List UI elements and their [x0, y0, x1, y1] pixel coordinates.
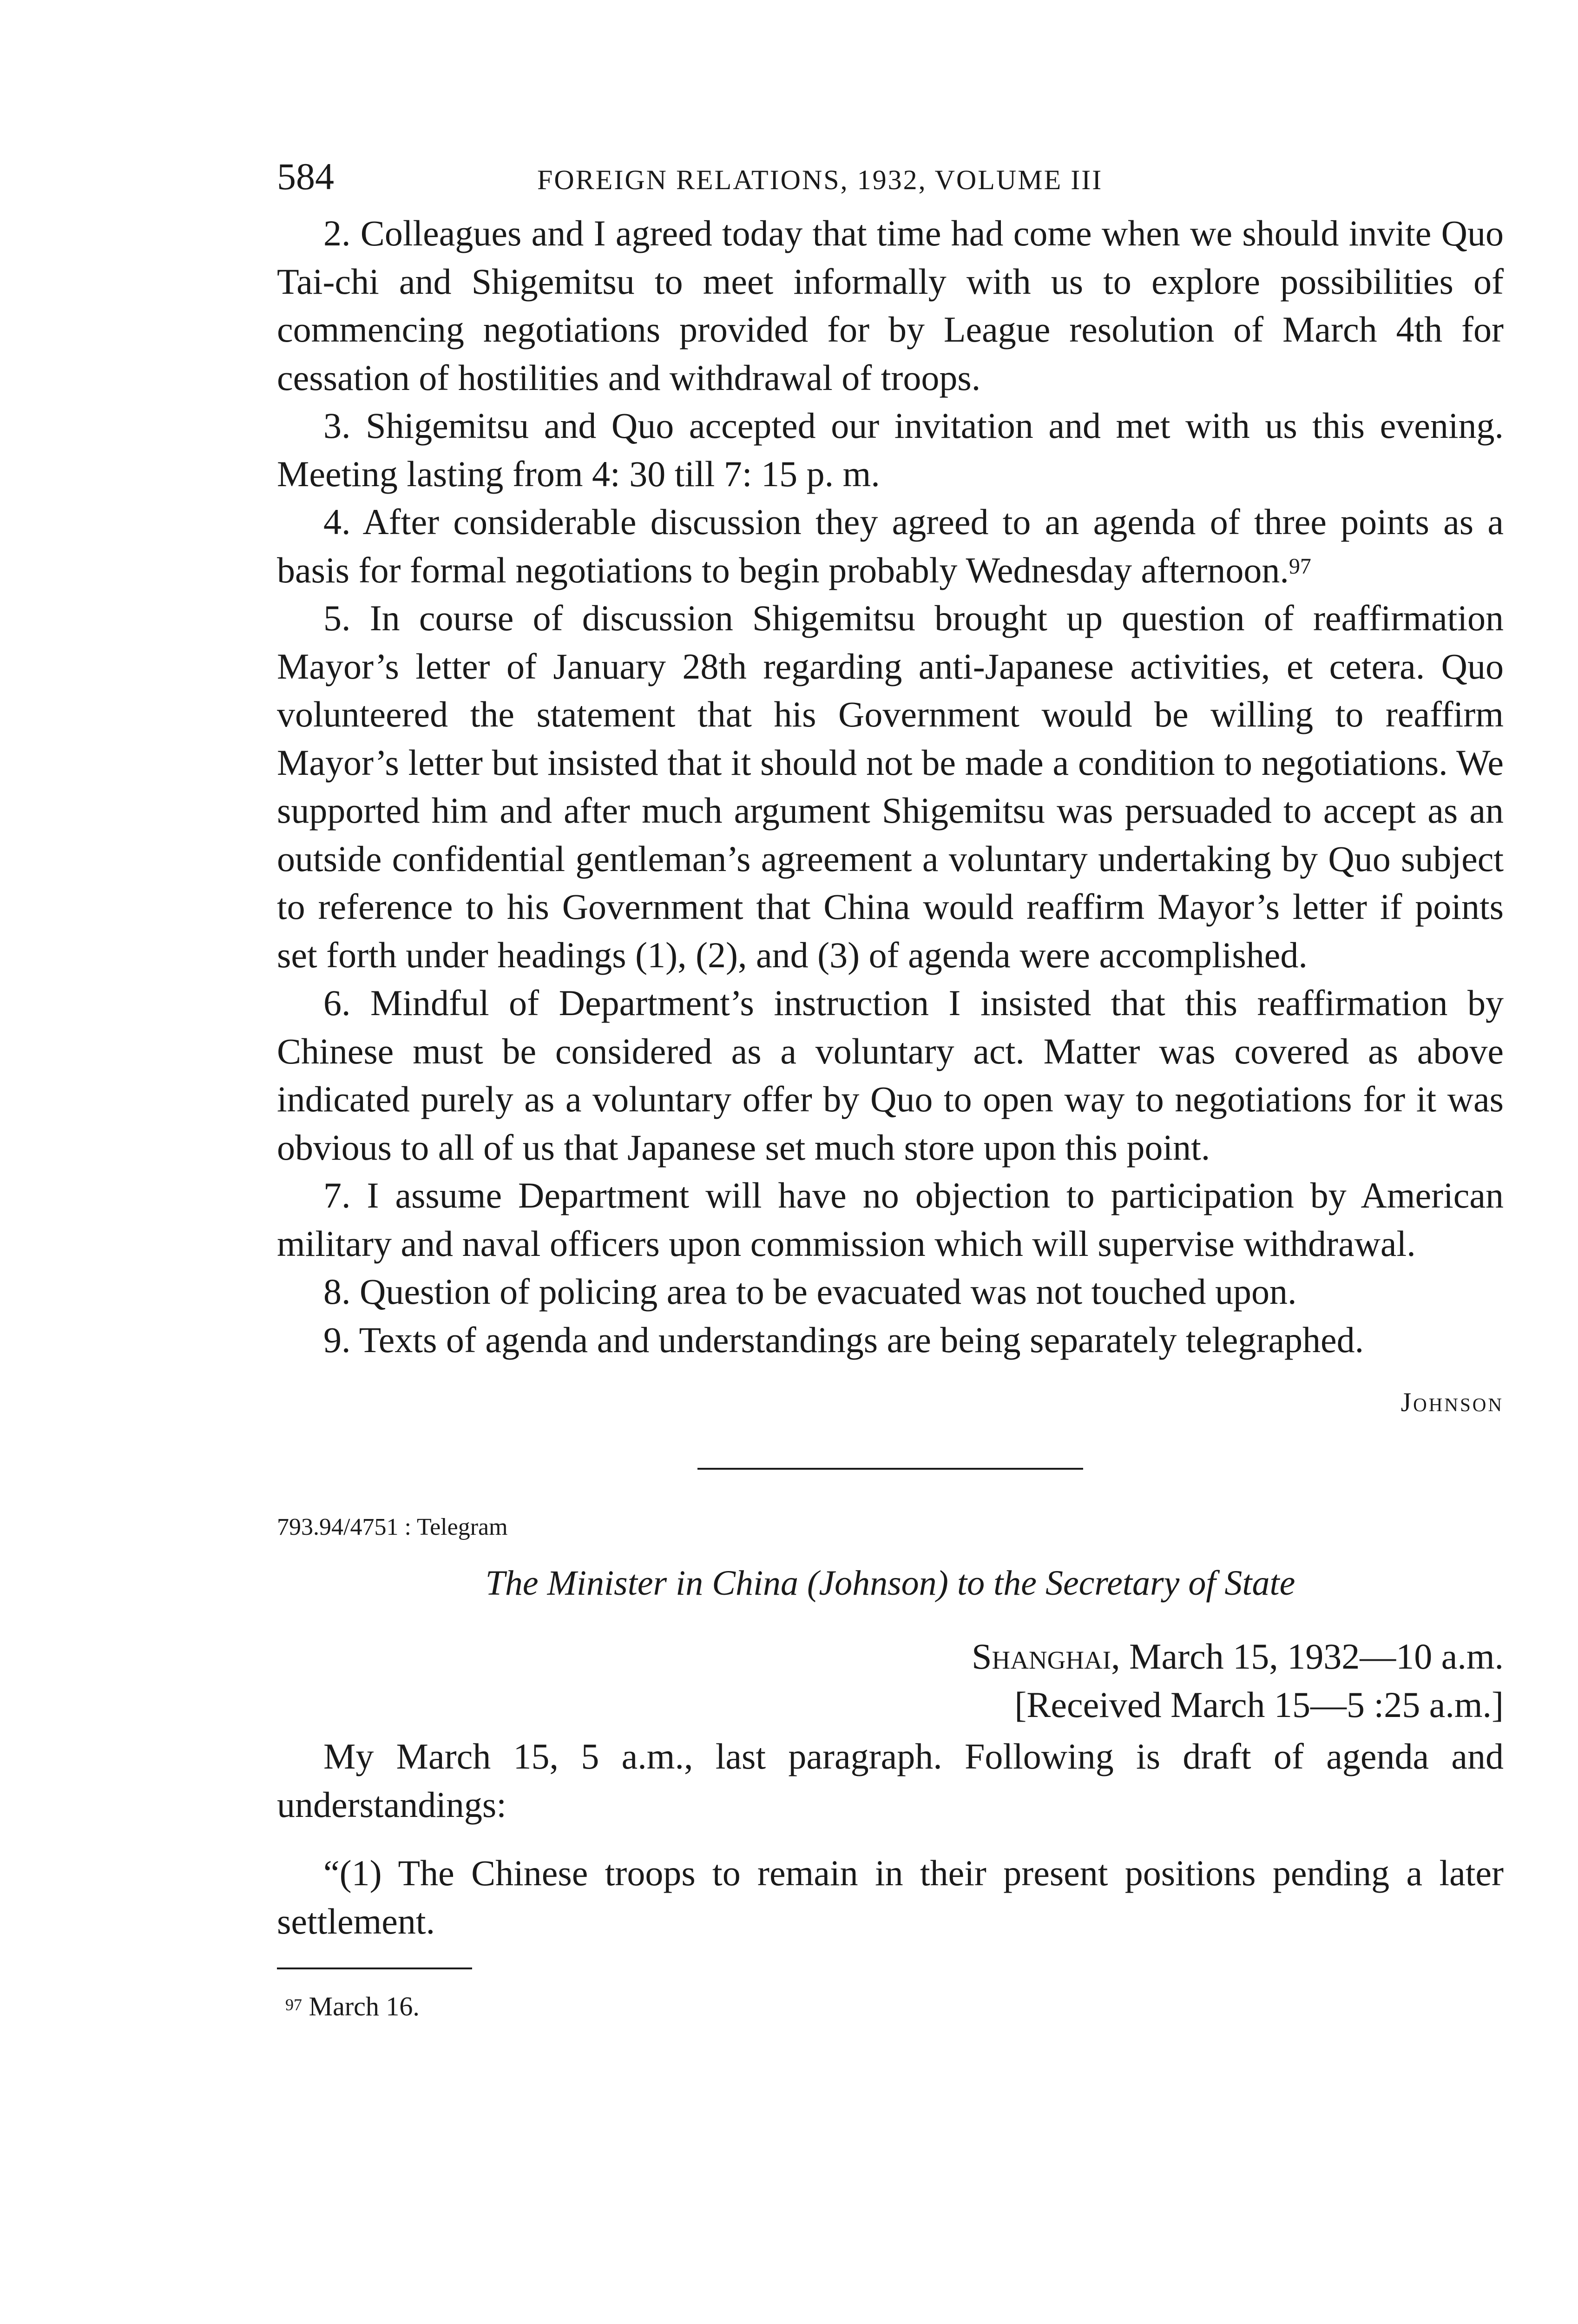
- footnote-rule: [277, 1967, 472, 1969]
- section-divider: [697, 1468, 1083, 1470]
- telegram2-intro: [277, 1732, 1504, 1829]
- file-reference: 793.94/4751 : Telegram: [277, 1514, 508, 1540]
- paragraph-2: 2. Colleagues and I agreed today that time had come when we should invite Quo Tai-chi and Shigemitsu to meet informally with us to explore possibilities of commencing negotiations provided for by League resolution of March 4th for cessation of hostilities and withdrawal of troops.: [277, 213, 1504, 398]
- paragraph-4: [277, 498, 1504, 594]
- dateline-place: Shanghai: [972, 1636, 1111, 1677]
- agenda-item-1: “(1) The Chinese troops to remain in their present positions pending a later settlement.: [277, 1853, 1504, 1941]
- dateline: [277, 1632, 1504, 1729]
- footnote: [277, 1988, 1504, 2025]
- footnote-text: March 16.: [309, 1991, 420, 2021]
- telegram-body: [277, 209, 1504, 1364]
- page-header: [277, 153, 1504, 209]
- paragraph-9: 9. Texts of agenda and understandings are being separately telegraphed.: [323, 1319, 1364, 1360]
- paragraph-6: 6. Mindful of Department’s instruction I insisted that this reaffirmation by Chinese must be considered as a voluntary act. Matter was covered as above indicated purely as a voluntary offer by Quo to open way to negotiations for it was obvious to all of us that Japanese set much store upon this point.: [277, 983, 1504, 1168]
- telegram2-agenda: [277, 1849, 1504, 1945]
- intro-paragraph: My March 15, 5 a.m., last paragraph. Following is draft of agenda and understandings:: [277, 1736, 1504, 1825]
- page-number: 584: [277, 155, 334, 198]
- paragraph-4-text: 4. After considerable discussion they agreed to an agenda of three points as a basis for formal negotiations to begin probably Wednesday afternoon.: [277, 502, 1504, 590]
- paragraph-5: 5. In course of discussion Shigemitsu brought up question of reaffirmation Mayor’s letter of January 28th regarding anti-Japanese activities, et cetera. Quo volunteered the statement that his Government would be willing to reaffirm Mayor’s letter but insisted that it should not be made a condition to negotiations. We supported him and after much argument Shigemitsu was persuaded to accept as an outside confidential gentleman’s agreement a voluntary undertaking by Quo subject to reference to his Government that China would reaffirm Mayor’s letter if points set forth under headings (1), (2), and (3) of agenda were accomplished.: [277, 598, 1504, 975]
- signature: Johnson: [1400, 1387, 1504, 1417]
- dateline-date: , March 15, 1932—10 a.m.: [1111, 1636, 1504, 1677]
- document-title: The Minister in China (Johnson) to the Secretary of State: [485, 1564, 1295, 1603]
- paragraph-3: 3. Shigemitsu and Quo accepted our invitation and met with us this evening. Meeting lasting from 4: 30 till 7: 15 p. m.: [277, 405, 1504, 494]
- dateline-received: [Received March 15—5 :25 a.m.]: [1014, 1684, 1504, 1725]
- dateline-sent: [277, 1632, 1504, 1681]
- document-page: [277, 153, 1504, 2025]
- paragraph-7: 7. I assume Department will have no objection to participation by American military and naval officers upon commission which will supervise withdrawal.: [277, 1175, 1504, 1264]
- footnote-mark: 97: [285, 1995, 302, 2014]
- paragraph-8: 8. Question of policing area to be evacuated was not touched upon.: [323, 1271, 1297, 1312]
- footnote-reference: 97: [1289, 554, 1311, 579]
- running-title: FOREIGN RELATIONS, 1932, VOLUME III: [537, 165, 1103, 195]
